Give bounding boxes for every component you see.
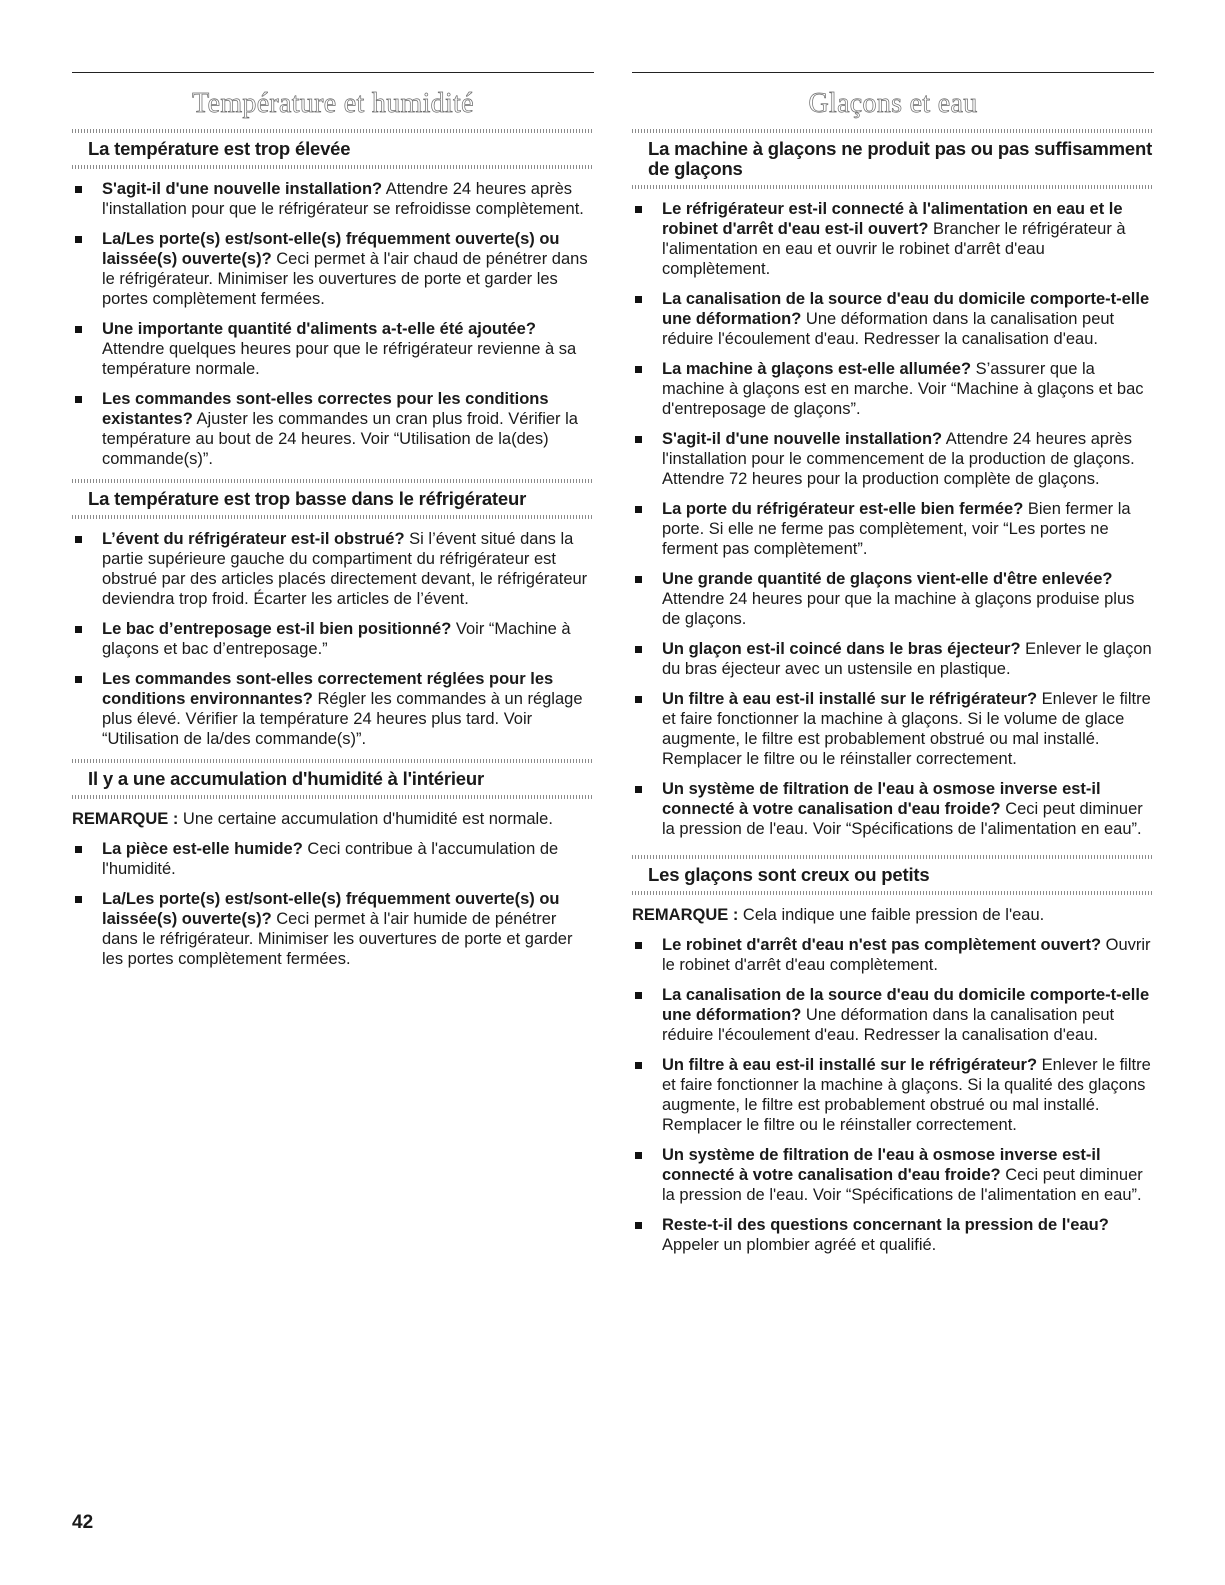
troubleshoot-list	[72, 839, 594, 969]
top-rule	[632, 72, 1154, 73]
question: Le réfrigérateur est-il connecté à l'alimentation en eau et le robinet d'arrêt d'eau est-il ouvert?	[662, 200, 1123, 238]
note-text: Une certaine accumulation d'humidité est normale.	[178, 810, 553, 828]
subsection-too-warm	[72, 133, 594, 469]
bullet-icon	[635, 206, 642, 213]
bullet-icon	[75, 626, 82, 633]
subsection-too-cold	[72, 479, 594, 749]
bullet-icon	[635, 992, 642, 999]
list-item	[72, 619, 594, 659]
question: La canalisation de la source d'eau du domicile comporte-t-elle une déformation?	[662, 986, 1150, 1024]
list-item	[632, 689, 1154, 769]
list-item	[632, 429, 1154, 489]
question: Un filtre à eau est-il installé sur le réfrigérateur?	[662, 690, 1038, 708]
subsection-humidity	[72, 759, 594, 969]
answer: Attendre quelques heures pour que le réfrigérateur revienne à sa température normale.	[102, 340, 577, 378]
answer: Ceci permet à l'air humide de pénétrer dans le réfrigérateur. Minimiser les ouvertures de porte et garder les portes complètement fermées.	[102, 910, 573, 968]
answer: Voir “Machine à glaçons et bac d’entreposage.”	[102, 620, 571, 658]
bullet-icon	[635, 436, 642, 443]
note	[632, 905, 1154, 925]
right-column	[632, 72, 1154, 1265]
bullet-icon	[635, 1152, 642, 1159]
hatch-divider	[72, 515, 594, 519]
answer: Une déformation dans la canalisation peut réduire l'écoulement d'eau. Redresser la canalisation d'eau.	[662, 310, 1115, 348]
list-item	[72, 319, 594, 379]
hatch-divider	[632, 891, 1154, 895]
answer: S’assurer que la machine à glaçons est en marche. Voir “Machine à glaçons et bac d'entreposage de glaçons”.	[662, 360, 1144, 418]
bullet-icon	[635, 1062, 642, 1069]
section-title: Température et humidité	[192, 88, 474, 119]
list-item	[72, 389, 594, 469]
question: L’évent du réfrigérateur est-il obstrué?	[102, 530, 405, 548]
top-rule	[72, 72, 594, 73]
bullet-icon	[635, 646, 642, 653]
bullet-icon	[635, 696, 642, 703]
list-item	[72, 529, 594, 609]
list-item	[632, 935, 1154, 975]
answer: Régler les commandes à un réglage plus élevé. Vérifier la température 24 heures plus tard. Voir “Utilisation de la/des commande(s)”.	[102, 690, 583, 748]
bullet-icon	[635, 942, 642, 949]
bullet-icon	[75, 896, 82, 903]
list-item	[632, 1055, 1154, 1135]
troubleshoot-list	[72, 529, 594, 749]
answer: Ouvrir le robinet d'arrêt d'eau complètement.	[662, 936, 1151, 974]
question: La canalisation de la source d'eau du domicile comporte-t-elle une déformation?	[662, 290, 1150, 328]
list-item	[72, 669, 594, 749]
bullet-icon	[635, 576, 642, 583]
subsection-heading: La machine à glaçons ne produit pas ou pas suffisamment de glaçons	[648, 138, 1153, 179]
list-item	[72, 839, 594, 879]
bullet-icon	[635, 1222, 642, 1229]
answer: Ajuster les commandes un cran plus froid. Vérifier la température au bout de 24 heures. Voir “Utilisation de la(des) commande(s)”.	[102, 410, 578, 468]
subsection-heading: Les glaçons sont creux ou petits	[648, 864, 930, 885]
hatch-divider	[72, 165, 594, 169]
question: Un système de filtration de l'eau à osmose inverse est-il connecté à votre canalisation d'eau froide?	[662, 1146, 1101, 1184]
bullet-icon	[75, 536, 82, 543]
troubleshoot-list	[632, 935, 1154, 1255]
hatch-divider	[632, 185, 1154, 189]
answer: Brancher le réfrigérateur à l'alimentation en eau et ouvrir le robinet d'arrêt d'eau complètement.	[662, 220, 1126, 278]
bullet-icon	[75, 846, 82, 853]
list-item	[632, 289, 1154, 349]
hatch-divider	[72, 795, 594, 799]
question: Reste-t-il des questions concernant la pression de l'eau?	[662, 1216, 1109, 1234]
bullet-icon	[75, 676, 82, 683]
list-item	[632, 1215, 1154, 1255]
troubleshoot-list	[632, 199, 1154, 839]
question: S'agit-il d'une nouvelle installation?	[662, 430, 943, 448]
question: Le robinet d'arrêt d'eau n'est pas complètement ouvert?	[662, 936, 1102, 954]
question: La/Les porte(s) est/sont-elle(s) fréquemment ouverte(s) ou laissée(s) ouverte(s)?	[102, 230, 560, 268]
subsection-ice-maker	[632, 133, 1154, 839]
left-column	[72, 72, 594, 979]
list-item	[72, 229, 594, 309]
list-item	[632, 569, 1154, 629]
question: Une grande quantité de glaçons vient-elle d'être enlevée?	[662, 570, 1113, 588]
answer: Bien fermer la porte. Si elle ne ferme pas complètement, voir “Les portes ne ferment pas complètement”.	[662, 500, 1131, 558]
answer: Si l’évent situé dans la partie supérieure gauche du compartiment du réfrigérateur est obstrué par des articles placés directement devant, le réfrigérateur deviendra trop froid. Écarter les articles de l’évent.	[102, 530, 588, 608]
question: Un filtre à eau est-il installé sur le réfrigérateur?	[662, 1056, 1038, 1074]
list-item	[72, 889, 594, 969]
list-item	[632, 359, 1154, 419]
answer: Attendre 24 heures après l'installation pour le commencement de la production de glaçons. Attendre 72 heures pour la production complète de glaçons.	[662, 430, 1135, 488]
answer: Attendre 24 heures après l'installation pour que le réfrigérateur se refroidisse complètement.	[102, 180, 584, 218]
troubleshoot-list	[72, 179, 594, 469]
note-label: REMARQUE :	[72, 810, 179, 828]
bullet-icon	[635, 786, 642, 793]
question: Le bac d’entreposage est-il bien positionné?	[102, 620, 452, 638]
bullet-icon	[635, 506, 642, 513]
subsection-heading: La température est trop élevée	[88, 138, 351, 159]
subsection-heading: La température est trop basse dans le réfrigérateur	[88, 488, 527, 509]
question: La machine à glaçons est-elle allumée?	[662, 360, 972, 378]
note	[72, 809, 594, 829]
answer: Enlever le glaçon du bras éjecteur avec un ustensile en plastique.	[662, 640, 1152, 678]
subsection-hollow-cubes	[632, 849, 1154, 1255]
answer: Enlever le filtre et faire fonctionner la machine à glaçons. Si la qualité des glaçons augmente, le filtre est probablement obstrué ou mal installé. Remplacer le filtre ou le réinstaller correctement.	[662, 1056, 1151, 1134]
question: Un glaçon est-il coincé dans le bras éjecteur?	[662, 640, 1021, 658]
answer: Enlever le filtre et faire fonctionner la machine à glaçons. Si le volume de glace augmente, le filtre est probablement obstrué ou mal installé. Remplacer le filtre ou le réinstaller correctement.	[662, 690, 1151, 768]
question: Un système de filtration de l'eau à osmose inverse est-il connecté à votre canalisation d'eau froide?	[662, 780, 1101, 818]
list-item	[632, 499, 1154, 559]
question: La porte du réfrigérateur est-elle bien fermée?	[662, 500, 1024, 518]
answer: Attendre 24 heures pour que la machine à glaçons produise plus de glaçons.	[662, 590, 1135, 628]
bullet-icon	[75, 396, 82, 403]
bullet-icon	[75, 186, 82, 193]
answer: Ceci peut diminuer la pression de l'eau. Voir “Spécifications de l'alimentation en eau”.	[662, 800, 1143, 838]
answer: Appeler un plombier agréé et qualifié.	[662, 1236, 937, 1254]
answer: Une déformation dans la canalisation peut réduire l'écoulement d'eau. Redresser la canalisation d'eau.	[662, 1006, 1115, 1044]
answer: Ceci permet à l'air chaud de pénétrer dans le réfrigérateur. Minimiser les ouvertures de porte et garder les portes complètement fermées.	[102, 250, 588, 308]
subsection-heading: Il y a une accumulation d'humidité à l'intérieur	[88, 768, 484, 789]
answer: Ceci peut diminuer la pression de l'eau. Voir “Spécifications de l'alimentation en eau”.	[662, 1166, 1143, 1204]
list-item	[632, 779, 1154, 839]
bullet-icon	[635, 296, 642, 303]
list-item	[632, 199, 1154, 279]
question: Les commandes sont-elles correctement réglées pour les conditions environnantes?	[102, 670, 554, 708]
question: Une importante quantité d'aliments a-t-elle été ajoutée?	[102, 320, 536, 338]
question: La pièce est-elle humide?	[102, 840, 303, 858]
bullet-icon	[75, 236, 82, 243]
note-text: Cela indique une faible pression de l'eau.	[738, 906, 1045, 924]
list-item	[72, 179, 594, 219]
section-title: Glaçons et eau	[808, 88, 978, 119]
bullet-icon	[635, 366, 642, 373]
page-number: 42	[72, 1512, 94, 1533]
note-label: REMARQUE :	[632, 906, 739, 924]
list-item	[632, 639, 1154, 679]
question: S'agit-il d'une nouvelle installation?	[102, 180, 383, 198]
list-item	[632, 985, 1154, 1045]
answer: Ceci contribue à l'accumulation de l'humidité.	[102, 840, 559, 878]
list-item	[632, 1145, 1154, 1205]
bullet-icon	[75, 326, 82, 333]
question: Les commandes sont-elles correctes pour les conditions existantes?	[102, 390, 549, 428]
question: La/Les porte(s) est/sont-elle(s) fréquemment ouverte(s) ou laissée(s) ouverte(s)?	[102, 890, 560, 928]
